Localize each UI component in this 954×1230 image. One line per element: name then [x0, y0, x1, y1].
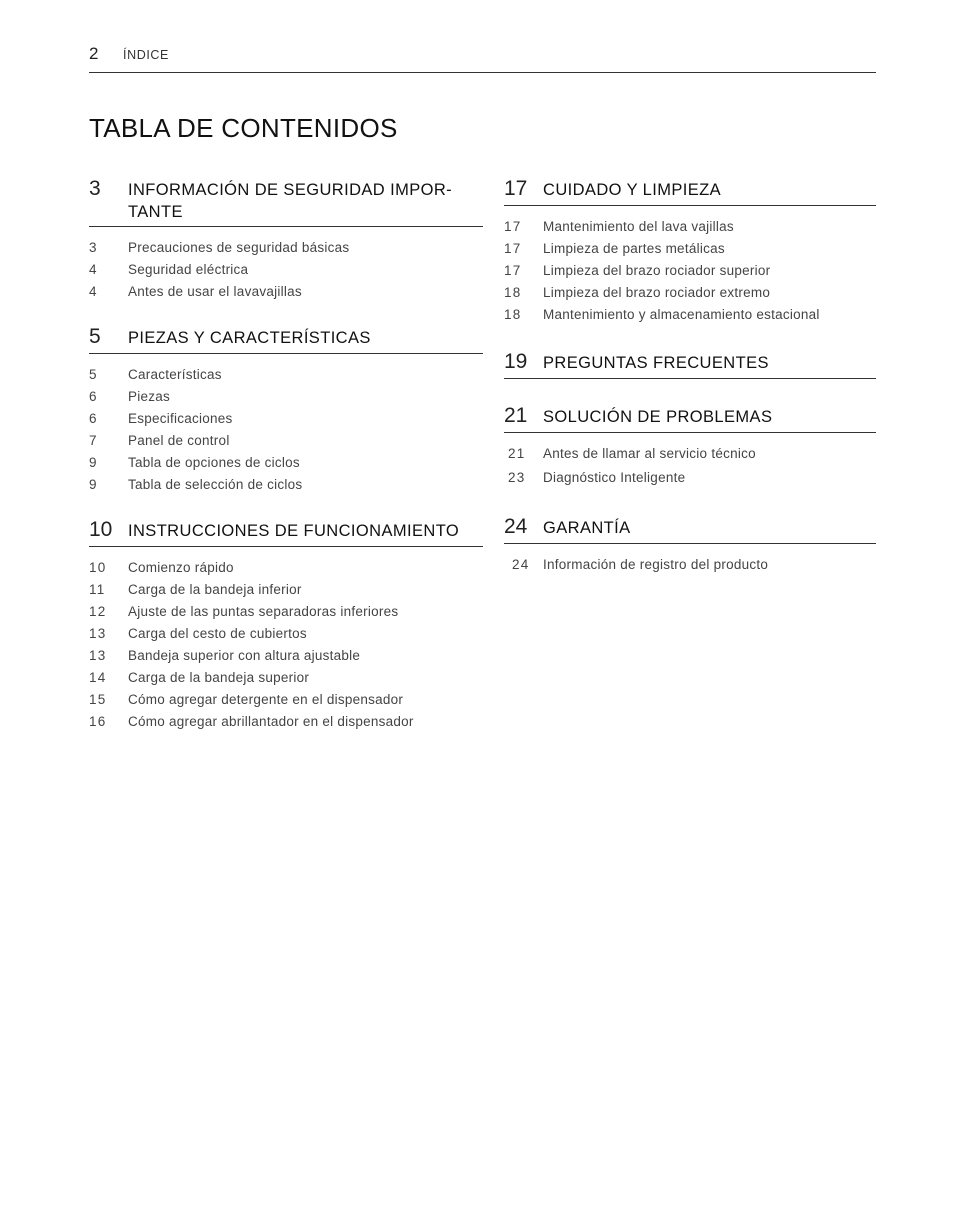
section-title: SOLUCIÓN DE PROBLEMAS [543, 408, 773, 426]
section-heading[interactable] [504, 176, 876, 206]
entry-page-number: 4 [89, 261, 98, 277]
entry-title: Características [128, 366, 222, 382]
toc-entry[interactable] [89, 688, 483, 710]
entry-page-number: 17 [504, 262, 522, 278]
section-page-number: 3 [89, 177, 101, 200]
entry-title: Mantenimiento y almacenamiento estacional [543, 306, 820, 322]
toc-entry[interactable] [504, 442, 876, 464]
toc-entry[interactable] [504, 215, 876, 237]
toc-entry[interactable] [89, 429, 483, 451]
toc-entry[interactable] [504, 464, 876, 490]
toc-entry[interactable] [89, 236, 483, 258]
toc-entry[interactable] [89, 556, 483, 578]
entry-title: Antes de llamar al servicio técnico [543, 445, 756, 461]
entry-title: Bandeja superior con altura ajustable [128, 647, 361, 663]
toc-entry[interactable] [89, 710, 483, 732]
page-title: TABLA DE CONTENIDOS [89, 113, 398, 143]
toc-entry[interactable] [89, 363, 483, 385]
section-page-number: 21 [504, 404, 528, 427]
section-heading[interactable] [504, 403, 876, 433]
toc-entry[interactable] [89, 407, 483, 429]
section-title: PIEZAS Y CARACTERÍSTICAS [128, 329, 371, 347]
entry-title: Carga del cesto de cubiertos [128, 625, 307, 641]
section-heading[interactable] [89, 517, 483, 547]
entry-title: Tabla de opciones de ciclos [128, 454, 300, 470]
toc-entry[interactable] [89, 451, 483, 473]
entry-page-number: 21 [508, 445, 526, 461]
page-header [89, 40, 876, 73]
entry-title: Seguridad eléctrica [128, 261, 249, 277]
entry-page-number: 18 [504, 284, 522, 300]
entry-title: Precauciones de seguridad básicas [128, 239, 350, 255]
header-label: ÍNDICE [123, 48, 169, 62]
section-heading[interactable] [89, 176, 483, 227]
section-title-line: TANTE [128, 203, 183, 221]
section-heading[interactable] [504, 349, 876, 379]
entry-page-number: 17 [504, 240, 522, 256]
toc-entry[interactable] [89, 280, 483, 302]
entry-title: Tabla de selección de ciclos [128, 476, 303, 492]
page-number: 2 [89, 44, 99, 63]
entry-page-number: 9 [89, 476, 98, 492]
toc-section-seguridad [89, 176, 483, 302]
entry-title: Limpieza del brazo rociador extremo [543, 284, 771, 300]
section-title: INSTRUCCIONES DE FUNCIONAMIENTO [128, 522, 460, 540]
section-title-line: INFORMACIÓN DE SEGURIDAD IMPOR- [128, 181, 453, 199]
section-title: GARANTÍA [543, 519, 631, 537]
entry-page-number: 17 [504, 218, 522, 234]
toc-entry[interactable] [89, 666, 483, 688]
entry-page-number: 5 [89, 366, 98, 382]
entry-title: Mantenimiento del lava vajillas [543, 218, 734, 234]
toc-left-column [89, 176, 483, 754]
toc-entry[interactable] [89, 385, 483, 407]
toc-section-preguntas [504, 349, 876, 379]
toc-entry[interactable] [504, 281, 876, 303]
toc-section-cuidado [504, 176, 876, 325]
entry-title: Carga de la bandeja inferior [128, 581, 302, 597]
entry-page-number: 6 [89, 388, 98, 404]
toc-section-solucion [504, 403, 876, 490]
entry-title: Especificaciones [128, 410, 233, 426]
entry-title: Panel de control [128, 432, 230, 448]
entry-title: Ajuste de las puntas separadoras inferiores [128, 603, 399, 619]
entry-title: Información de registro del producto [543, 556, 769, 572]
entry-page-number: 15 [89, 691, 107, 707]
section-page-number: 5 [89, 325, 101, 348]
toc-entry[interactable] [89, 600, 483, 622]
entry-page-number: 18 [504, 306, 522, 322]
entry-title: Diagnóstico Inteligente [543, 469, 686, 485]
entry-page-number: 6 [89, 410, 98, 426]
entry-page-number: 16 [89, 713, 107, 729]
toc-right-column [504, 176, 876, 599]
entry-page-number: 13 [89, 625, 107, 641]
toc-entry[interactable] [504, 303, 876, 325]
entry-page-number: 13 [89, 647, 107, 663]
section-page-number: 24 [504, 515, 528, 538]
toc-entry[interactable] [504, 259, 876, 281]
toc-entry[interactable] [89, 258, 483, 280]
toc-entry[interactable] [89, 578, 483, 600]
toc-section-piezas [89, 324, 483, 495]
section-page-number: 10 [89, 518, 113, 541]
entry-title: Cómo agregar abrillantador en el dispensador [128, 713, 414, 729]
entry-page-number: 4 [89, 283, 98, 299]
toc-section-garantia [504, 514, 876, 575]
toc-entry[interactable] [89, 644, 483, 666]
entry-title: Comienzo rápido [128, 559, 234, 575]
entry-page-number: 10 [89, 559, 107, 575]
entry-page-number: 9 [89, 454, 98, 470]
section-page-number: 17 [504, 177, 528, 200]
entry-title: Piezas [128, 388, 171, 404]
toc-entry[interactable] [504, 237, 876, 259]
entry-page-number: 24 [512, 556, 530, 572]
entry-page-number: 12 [89, 603, 107, 619]
entry-page-number: 3 [89, 239, 98, 255]
entry-title: Limpieza del brazo rociador superior [543, 262, 771, 278]
entry-title: Cómo agregar detergente en el dispensador [128, 691, 404, 707]
entry-title: Limpieza de partes metálicas [543, 240, 725, 256]
entry-title: Carga de la bandeja superior [128, 669, 310, 685]
section-heading[interactable] [504, 514, 876, 544]
section-page-number: 19 [504, 350, 528, 373]
section-heading[interactable] [89, 324, 483, 354]
toc-entry[interactable] [504, 553, 876, 575]
entry-page-number: 23 [508, 469, 526, 485]
section-title: CUIDADO Y LIMPIEZA [543, 181, 722, 199]
entry-title: Antes de usar el lavavajillas [128, 283, 302, 299]
toc-section-instrucciones [89, 517, 483, 732]
toc-entry[interactable] [89, 622, 483, 644]
section-title: PREGUNTAS FRECUENTES [543, 354, 769, 372]
toc-entry[interactable] [89, 473, 483, 495]
entry-page-number: 11 [89, 581, 106, 597]
section-title [128, 176, 452, 223]
entry-page-number: 7 [89, 432, 98, 448]
entry-page-number: 14 [89, 669, 107, 685]
